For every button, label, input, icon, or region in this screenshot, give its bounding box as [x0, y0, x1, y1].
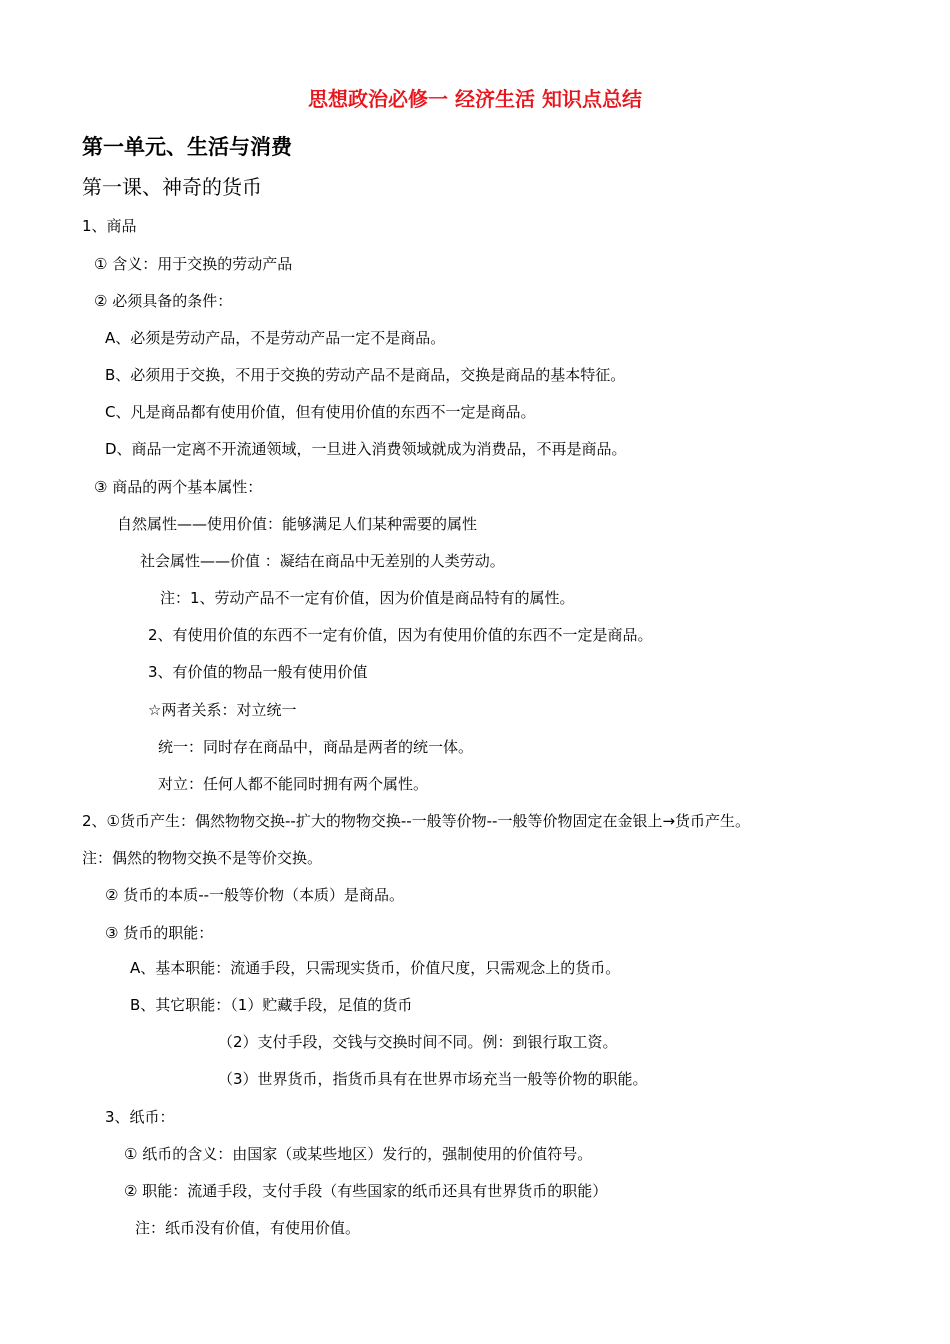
text-line: A、必须是劳动产品，不是劳动产品一定不是商品。 [105, 329, 446, 347]
text-line: 3、有价值的物品一般有使用价值 [148, 663, 368, 681]
text-line: 2、有使用价值的东西不一定有价值，因为有使用价值的东西不一定是商品。 [148, 626, 653, 644]
text-line: 社会属性——价值 ：凝结在商品中无差别的人类劳动。 [140, 552, 505, 570]
text-line: 对立：任何人都不能同时拥有两个属性。 [158, 775, 429, 793]
text-line: ① 含义：用于交换的劳动产品 [94, 255, 293, 273]
text-line: ☆两者关系：对立统一 [148, 701, 297, 719]
text-line: 统一：同时存在商品中，商品是两者的统一体。 [158, 738, 474, 756]
text-line: 注：偶然的物物交换不是等价交换。 [82, 849, 323, 867]
text-line: B、其它职能：（1）贮藏手段，足值的货币 [130, 996, 413, 1014]
text-line: （2）支付手段，交钱与交换时间不同。例：到银行取工资。 [218, 1033, 618, 1051]
text-line: ② 货币的本质--一般等价物（本质）是商品。 [105, 886, 405, 904]
text-line: 3、纸币： [105, 1108, 175, 1126]
unit-heading: 第一单元、生活与消费 [82, 135, 292, 159]
text-line: ③ 货币的职能： [105, 924, 214, 942]
text-line: 自然属性——使用价值：能够满足人们某种需要的属性 [117, 515, 478, 533]
text-line: 2、①货币产生：偶然物物交换--扩大的物物交换--一般等价物--一般等价物固定在金银上→货币产生。 [82, 812, 751, 830]
text-line: 1、商品 [82, 217, 137, 235]
lesson-heading: 第一课、神奇的货币 [82, 175, 262, 199]
text-line: B、必须用于交换，不用于交换的劳动产品不是商品，交换是商品的基本特征。 [105, 366, 626, 384]
text-line: ① 纸币的含义：由国家（或某些地区）发行的，强制使用的价值符号。 [124, 1145, 593, 1163]
text-line: D、商品一定离不开流通领域，一旦进入消费领域就成为消费品，不再是商品。 [105, 440, 627, 458]
text-line: ② 职能：流通手段，支付手段（有些国家的纸币还具有世界货币的职能） [124, 1182, 608, 1200]
text-line: 注：纸币没有价值，有使用价值。 [135, 1219, 361, 1237]
text-line: A、基本职能：流通手段，只需现实货币，价值尺度，只需观念上的货币。 [130, 959, 621, 977]
text-line: ③ 商品的两个基本属性： [94, 478, 263, 496]
document-title: 思想政治必修一 经济生活 知识点总结 [308, 87, 642, 111]
text-line: （3）世界货币，指货币具有在世界市场充当一般等价物的职能。 [218, 1070, 648, 1088]
text-line: 注：1、劳动产品不一定有价值，因为价值是商品特有的属性。 [160, 589, 575, 607]
text-line: C、凡是商品都有使用价值，但有使用价值的东西不一定是商品。 [105, 403, 536, 421]
text-line: ② 必须具备的条件： [94, 292, 233, 310]
